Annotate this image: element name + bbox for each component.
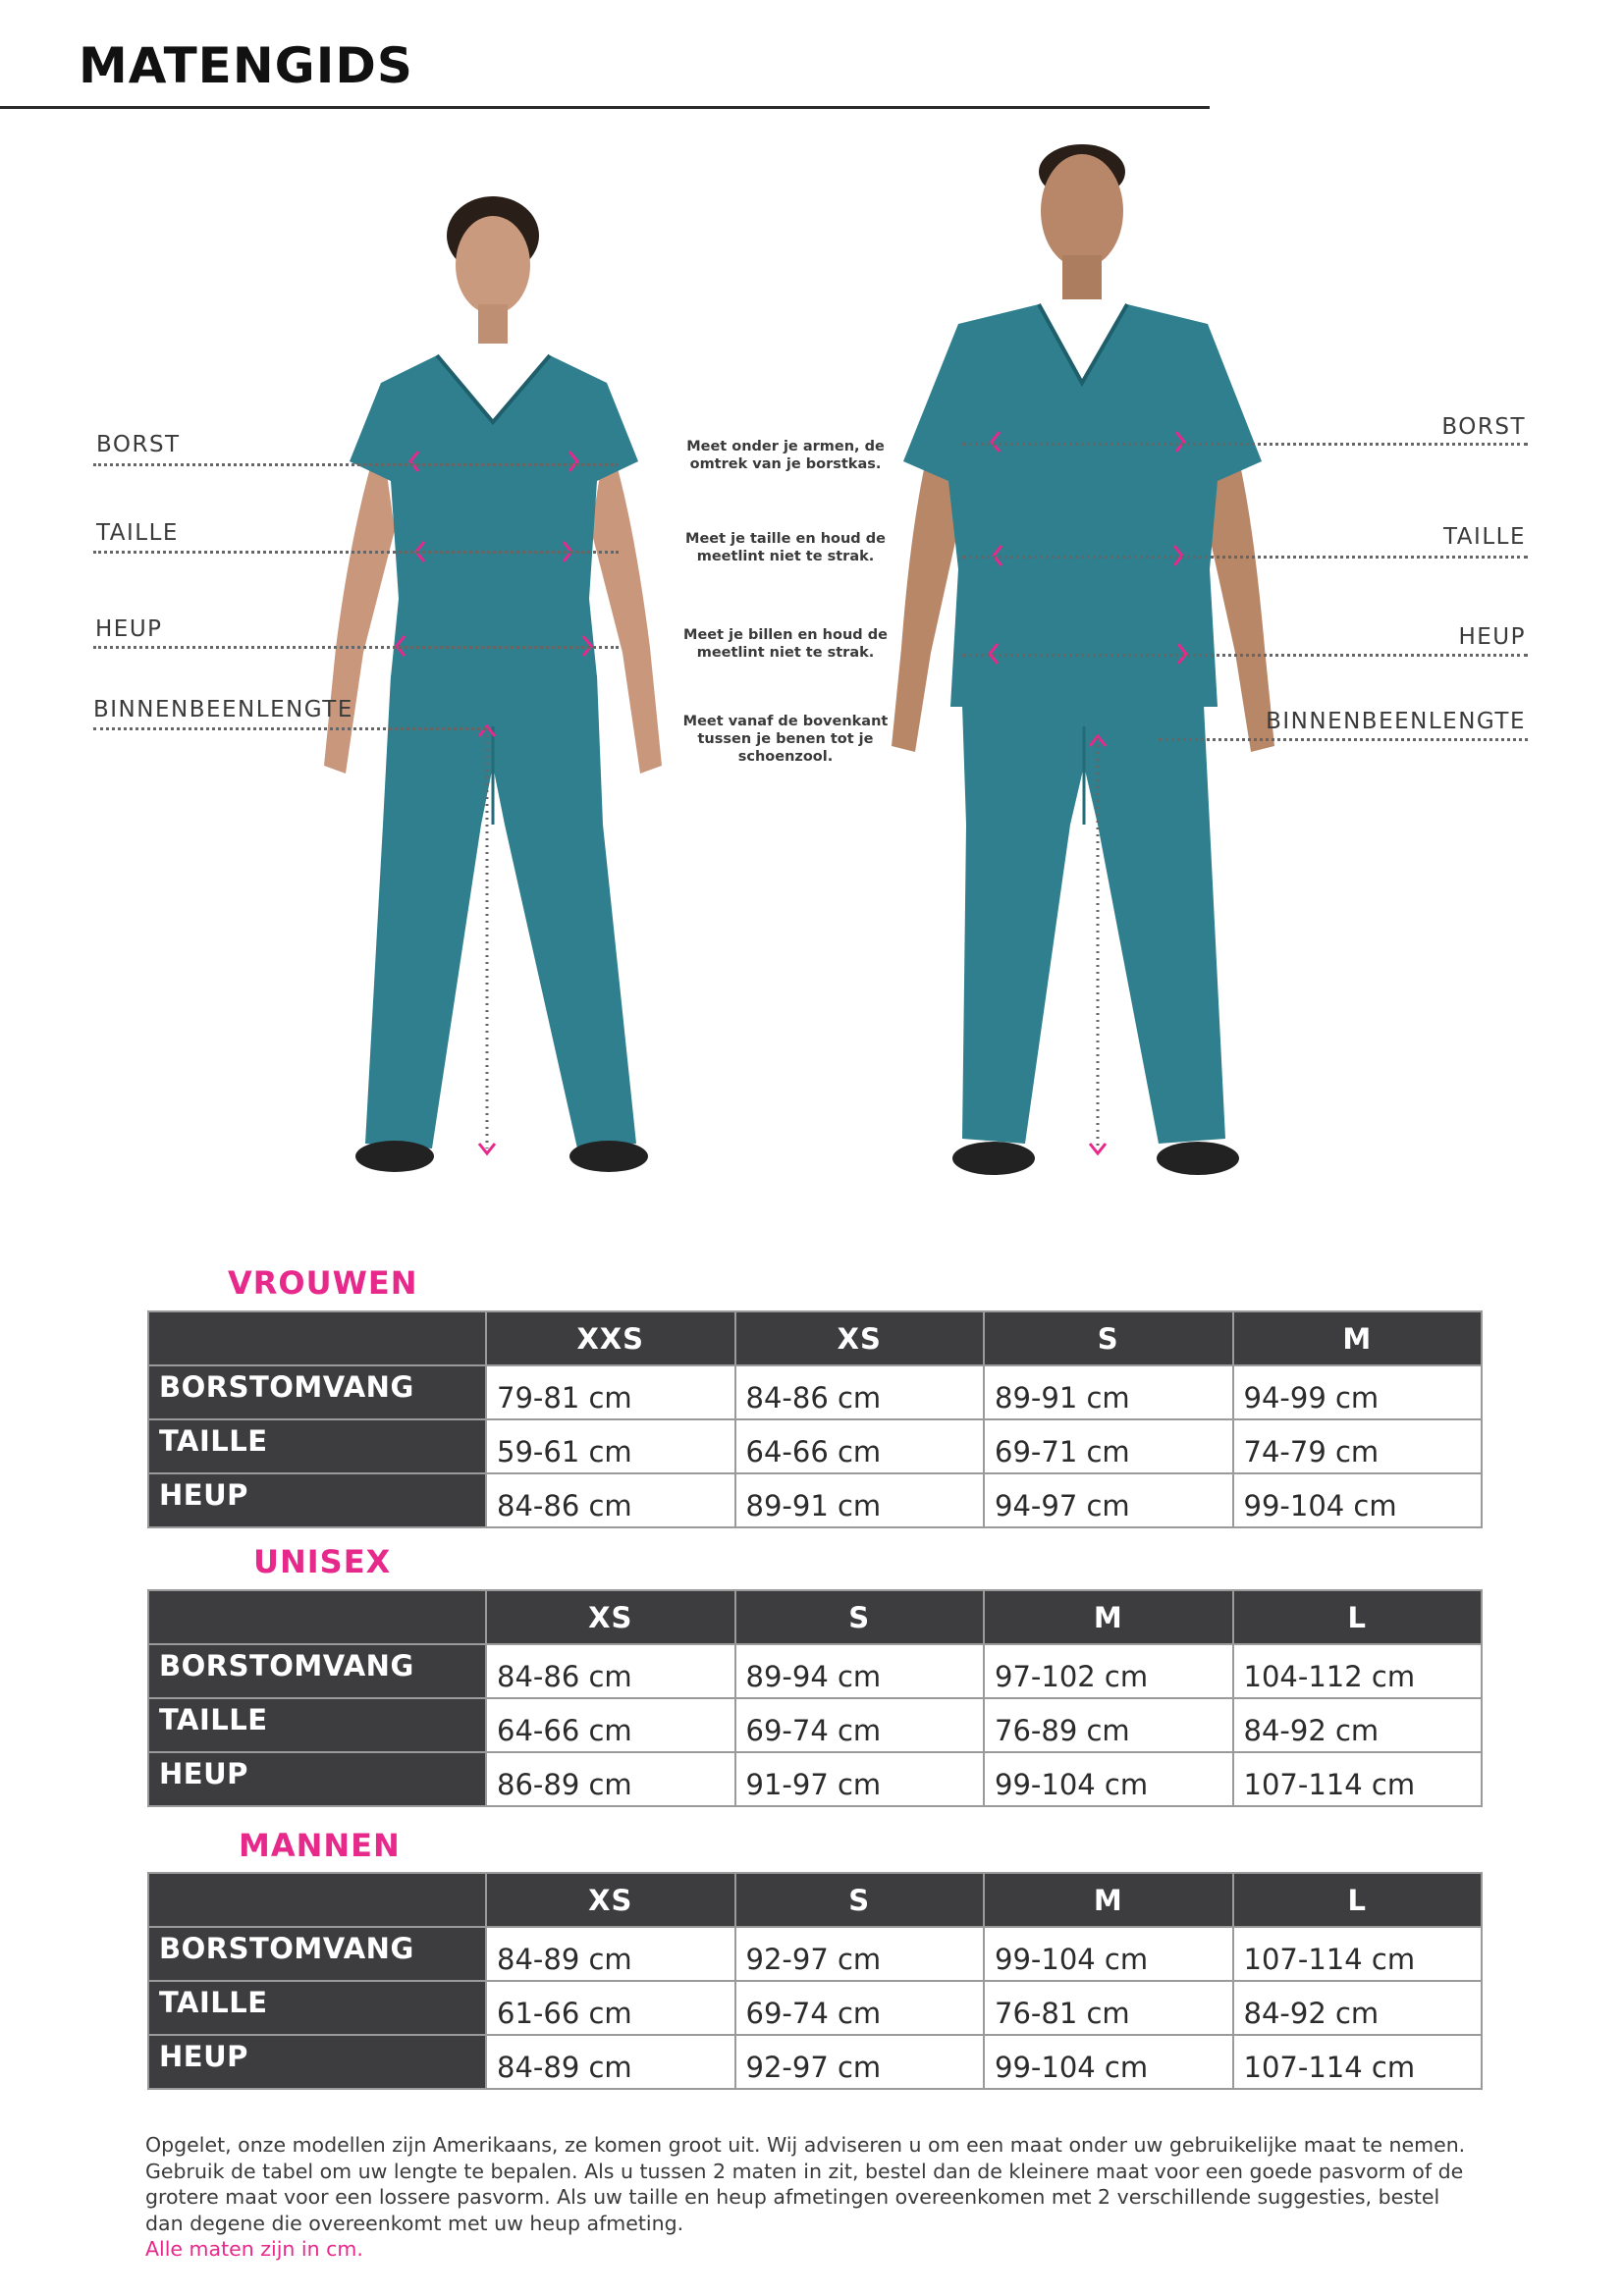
row-label: BORSTOMVANG — [148, 1644, 486, 1698]
left-label-taille: TAILLE — [96, 520, 179, 546]
note-binnenbeen: Meet vanaf de bovenkant tussen je benen tot je schoenzool. — [682, 714, 889, 765]
right-label-heup: HEUP — [1458, 624, 1526, 650]
footnote-highlight: Alle maten zijn in cm. — [145, 2237, 363, 2261]
size-header: XXS — [486, 1311, 735, 1365]
table-cell: 69-71 cm — [984, 1419, 1233, 1473]
table-row — [148, 1644, 1482, 1698]
section-title-mannen: MANNEN — [239, 1827, 401, 1864]
table-cell: 84-89 cm — [486, 2035, 735, 2089]
size-table-vrouwen — [147, 1310, 1483, 1528]
table-cell: 86-89 cm — [486, 1752, 735, 1806]
left-line-binnenbeen — [93, 727, 486, 730]
table-cell: 89-91 cm — [984, 1365, 1233, 1419]
table-cell: 59-61 cm — [486, 1419, 735, 1473]
woman-figure — [324, 196, 662, 1172]
table-header-row — [148, 1873, 1482, 1927]
size-header: S — [984, 1311, 1233, 1365]
right-line-borst — [962, 443, 1528, 446]
table-cell: 76-81 cm — [984, 1981, 1233, 2035]
table-row — [148, 1473, 1482, 1527]
size-header: M — [984, 1873, 1233, 1927]
right-line-taille — [962, 556, 1528, 559]
size-header: L — [1233, 1873, 1483, 1927]
size-table-mannen — [147, 1872, 1483, 2090]
table-cell: 69-74 cm — [735, 1981, 985, 2035]
models-illustration — [0, 137, 1624, 1217]
table-row — [148, 1752, 1482, 1806]
table-cell: 107-114 cm — [1233, 1927, 1483, 1981]
table-cell: 99-104 cm — [1233, 1473, 1483, 1527]
table-cell: 99-104 cm — [984, 2035, 1233, 2089]
left-line-taille — [93, 551, 619, 554]
row-label: TAILLE — [148, 1981, 486, 2035]
size-header: L — [1233, 1590, 1483, 1644]
section-title-unisex: UNISEX — [253, 1543, 392, 1580]
measurement-figure — [0, 137, 1624, 1217]
size-header: S — [735, 1590, 985, 1644]
size-header: XS — [486, 1590, 735, 1644]
note-taille: Meet je taille en houd de meetlint niet te strak. — [685, 531, 886, 564]
table-header-row — [148, 1311, 1482, 1365]
table-cell: 64-66 cm — [486, 1698, 735, 1752]
table-header-row — [148, 1590, 1482, 1644]
table-cell: 104-112 cm — [1233, 1644, 1483, 1698]
table-cell: 76-89 cm — [984, 1698, 1233, 1752]
table-corner — [148, 1873, 486, 1927]
section-title-vrouwen: VROUWEN — [228, 1264, 418, 1302]
size-header: XS — [486, 1873, 735, 1927]
table-cell: 84-92 cm — [1233, 1981, 1483, 2035]
row-label: TAILLE — [148, 1698, 486, 1752]
right-label-binnenbeen: BINNENBEENLENGTE — [1266, 709, 1526, 734]
table-cell: 84-86 cm — [735, 1365, 985, 1419]
row-label: BORSTOMVANG — [148, 1365, 486, 1419]
note-borst: Meet onder je armen, de omtrek van je borstkas. — [686, 439, 885, 472]
table-cell: 74-79 cm — [1233, 1419, 1483, 1473]
table-cell: 89-91 cm — [735, 1473, 985, 1527]
left-label-borst: BORST — [96, 432, 181, 457]
table-corner — [148, 1311, 486, 1365]
table-row — [148, 1419, 1482, 1473]
footnote-text: Opgelet, onze modellen zijn Amerikaans, ze komen groot uit. Wij adviseren u om een maat onder uw gebruikelijke maat te nemen. Gebruik de tabel om uw lengte te bepalen. Als u tussen 2 maten in zit, bestel dan de kleinere maat voor een goede pasvorm of de grotere maat voor een lossere pasvorm. Als uw taille en heup afmetingen overeenkomen met 2 verschillende suggesties, bestel dan degene die overeenkomt met uw heup afmeting. — [145, 2133, 1466, 2235]
table-cell: 84-86 cm — [486, 1473, 735, 1527]
left-label-heup: HEUP — [95, 616, 163, 642]
table-cell: 107-114 cm — [1233, 1752, 1483, 1806]
title-rule — [0, 106, 1210, 109]
table-cell: 89-94 cm — [735, 1644, 985, 1698]
size-header: M — [1233, 1311, 1483, 1365]
size-header: M — [984, 1590, 1233, 1644]
size-header: XS — [735, 1311, 985, 1365]
right-line-heup — [962, 654, 1528, 657]
row-label: TAILLE — [148, 1419, 486, 1473]
left-line-borst — [93, 463, 619, 466]
table-cell: 92-97 cm — [735, 1927, 985, 1981]
table-cell: 97-102 cm — [984, 1644, 1233, 1698]
table-cell: 69-74 cm — [735, 1698, 985, 1752]
table-cell: 92-97 cm — [735, 2035, 985, 2089]
right-label-borst: BORST — [1441, 414, 1526, 440]
table-row — [148, 1698, 1482, 1752]
left-line-heup — [93, 646, 619, 649]
table-cell: 84-86 cm — [486, 1644, 735, 1698]
table-cell: 91-97 cm — [735, 1752, 985, 1806]
table-cell: 84-92 cm — [1233, 1698, 1483, 1752]
table-row — [148, 2035, 1482, 2089]
table-cell: 99-104 cm — [984, 1752, 1233, 1806]
table-cell: 79-81 cm — [486, 1365, 735, 1419]
table-row — [148, 1981, 1482, 2035]
table-row — [148, 1365, 1482, 1419]
size-table-unisex — [147, 1589, 1483, 1807]
table-cell: 84-89 cm — [486, 1927, 735, 1981]
table-cell: 61-66 cm — [486, 1981, 735, 2035]
left-label-binnenbeen: BINNENBEENLENGTE — [93, 697, 353, 722]
table-corner — [148, 1590, 486, 1644]
man-figure — [892, 144, 1274, 1175]
table-row — [148, 1927, 1482, 1981]
table-cell: 94-97 cm — [984, 1473, 1233, 1527]
page-title: MATENGIDS — [79, 37, 413, 94]
table-cell: 107-114 cm — [1233, 2035, 1483, 2089]
right-line-binnenbeen — [1159, 738, 1528, 741]
table-cell: 99-104 cm — [984, 1927, 1233, 1981]
note-heup: Meet je billen en houd de meetlint niet te strak. — [683, 627, 888, 661]
size-header: S — [735, 1873, 985, 1927]
table-cell: 64-66 cm — [735, 1419, 985, 1473]
row-label: HEUP — [148, 2035, 486, 2089]
row-label: HEUP — [148, 1473, 486, 1527]
table-cell: 94-99 cm — [1233, 1365, 1483, 1419]
row-label: BORSTOMVANG — [148, 1927, 486, 1981]
right-label-taille: TAILLE — [1443, 524, 1526, 550]
row-label: HEUP — [148, 1752, 486, 1806]
